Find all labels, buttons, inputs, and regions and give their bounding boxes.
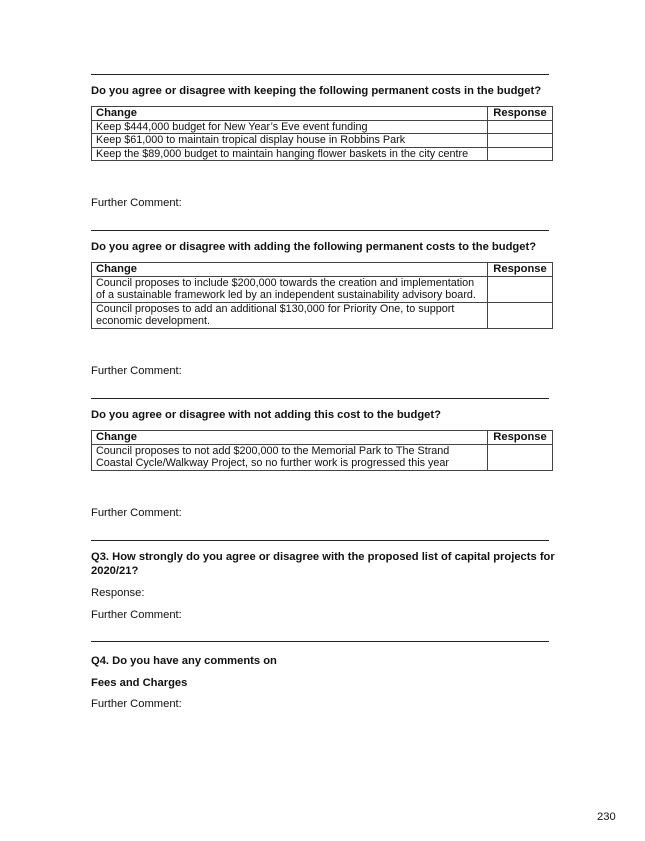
response-label: Response: [91,587,145,599]
question-not-add-cost: Do you agree or disagree with not adding this cost to the budget? [91,409,441,421]
response-cell[interactable] [488,120,553,134]
table-header-row [92,431,553,445]
table-row [92,120,553,134]
further-comment-label: Further Comment: [91,197,182,209]
change-column-header: Change [92,107,488,121]
change-cell: Council proposes to add an additional $130,000 for Priority One, to support economic development. [92,302,488,328]
divider-rule [91,74,549,75]
change-column-header: Change [92,263,488,277]
table-header-row [92,107,553,121]
table-row [92,147,553,161]
further-comment-label: Further Comment: [91,698,182,710]
further-comment-label: Further Comment: [91,365,182,377]
change-cell: Keep the $89,000 budget to maintain hanging flower baskets in the city centre [92,147,488,161]
page-number: 230 [597,811,616,823]
change-cell: Council proposes to include $200,000 towards the creation and implementation of a sustainable framework led by an independent sustainability advisory board. [92,276,488,302]
question-add-costs: Do you agree or disagree with adding the following permanent costs to the budget? [91,241,537,253]
question-q3: Q3. How strongly do you agree or disagree with the proposed list of capital projects for 2020/21? [91,551,555,577]
table-header-row [92,263,553,277]
question-keep-costs: Do you agree or disagree with keeping the following permanent costs in the budget? [91,85,542,97]
change-cell: Keep $61,000 to maintain tropical display house in Robbins Park [92,134,488,148]
divider-rule [91,641,549,642]
change-cell: Keep $444,000 budget for New Year’s Eve event funding [92,120,488,134]
table-row [92,134,553,148]
table-row [92,444,553,470]
question-q4: Q4. Do you have any comments on [91,655,277,667]
response-cell[interactable] [488,444,553,470]
fees-and-charges-heading: Fees and Charges [91,677,188,689]
response-cell[interactable] [488,134,553,148]
divider-rule [91,230,549,231]
keep-costs-table [91,106,553,161]
response-column-header: Response [488,263,553,277]
table-row [92,302,553,328]
divider-rule [91,398,549,399]
response-cell[interactable] [488,147,553,161]
change-column-header: Change [92,431,488,445]
further-comment-label: Further Comment: [91,507,182,519]
table-row [92,276,553,302]
response-cell[interactable] [488,302,553,328]
response-column-header: Response [488,431,553,445]
response-column-header: Response [488,107,553,121]
further-comment-label: Further Comment: [91,609,182,621]
divider-rule [91,540,549,541]
not-add-cost-table [91,430,553,471]
change-cell: Council proposes to not add $200,000 to the Memorial Park to The Strand Coastal Cycle/Walkway Project, so no further work is progressed this year [92,444,488,470]
add-costs-table [91,262,553,329]
response-cell[interactable] [488,276,553,302]
